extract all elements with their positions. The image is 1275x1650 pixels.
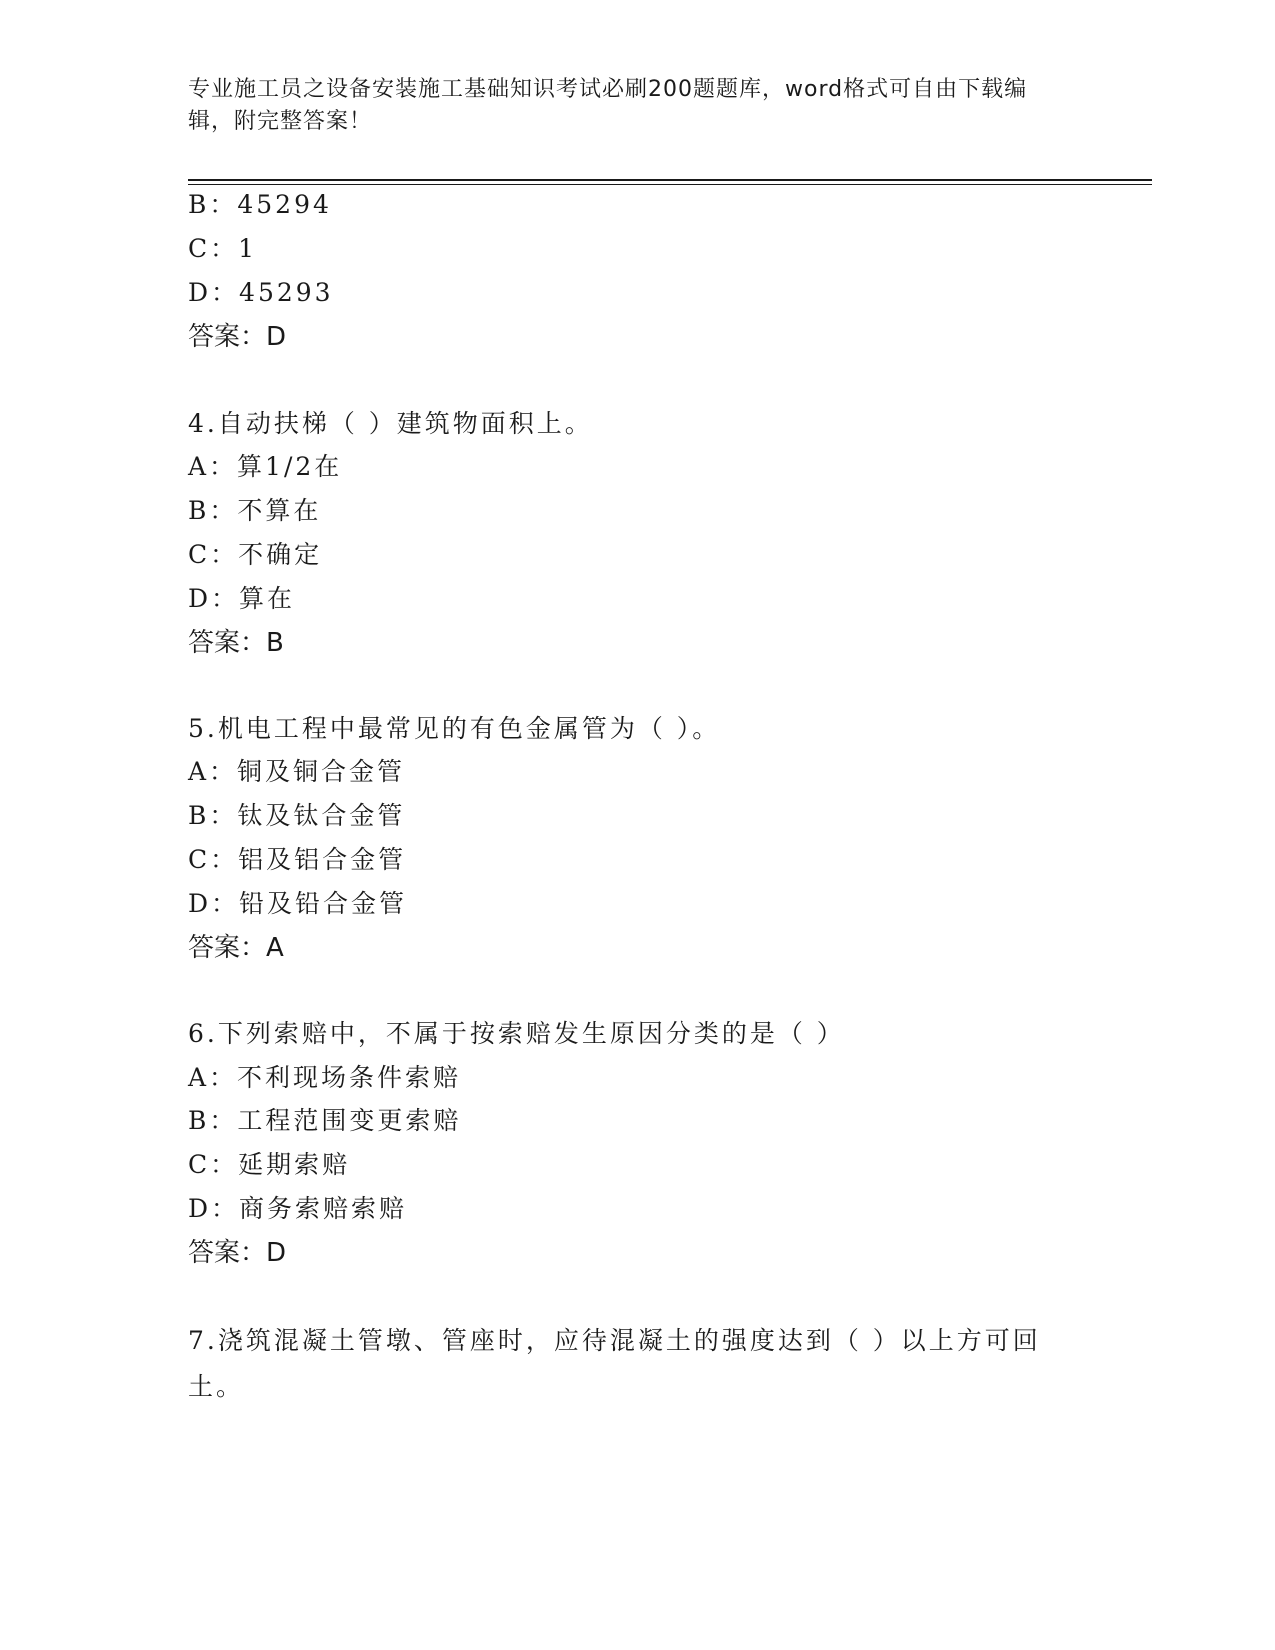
q5-answer: 答案：A (188, 933, 284, 963)
q6-answer: 答案：D (188, 1238, 287, 1268)
q6-option-c: C：延期索赔 (188, 1150, 351, 1179)
q4-answer: 答案：B (188, 628, 284, 658)
document-header: 专业施工员之设备安装施工基础知识考试必刷200题题库，word格式可自由下载编辑，附完整答案！ (188, 77, 1028, 134)
q5-option-b: B：钛及钛合金管 (188, 801, 406, 830)
q6-option-d: D：商务索赔索赔 (188, 1194, 408, 1223)
q4-option-d: D：算在 (188, 584, 296, 613)
q4-option-a: A：算1/2在 (188, 452, 343, 481)
q5-question: 5.机电工程中最常见的有色金属管为（ ）。 (188, 714, 721, 743)
q5-option-a: A：铜及铜合金管 (188, 757, 406, 786)
q3-answer: 答案：D (188, 322, 287, 352)
q3-option-d: D：45293 (188, 278, 334, 307)
q3-option-c: C：1 (188, 234, 258, 263)
q7-question: 7.浇筑混凝土管墩、管座时，应待混凝土的强度达到（ ）以上方可回土。 (188, 1326, 1041, 1401)
q5-option-c: C：铝及铝合金管 (188, 845, 407, 874)
q4-question: 4.自动扶梯（ ）建筑物面积上。 (188, 409, 593, 438)
q4-option-b: B：不算在 (188, 496, 322, 525)
q5-option-d: D：铅及铅合金管 (188, 889, 408, 918)
header-divider-thin (188, 184, 1152, 185)
q4-option-c: C：不确定 (188, 540, 323, 569)
header-divider-thick (188, 179, 1152, 181)
q6-option-b: B：工程范围变更索赔 (188, 1106, 462, 1135)
q6-option-a: A：不利现场条件索赔 (188, 1063, 462, 1092)
q6-question: 6.下列索赔中，不属于按索赔发生原因分类的是（ ） (188, 1019, 845, 1048)
q3-option-b: B：45294 (188, 190, 332, 219)
